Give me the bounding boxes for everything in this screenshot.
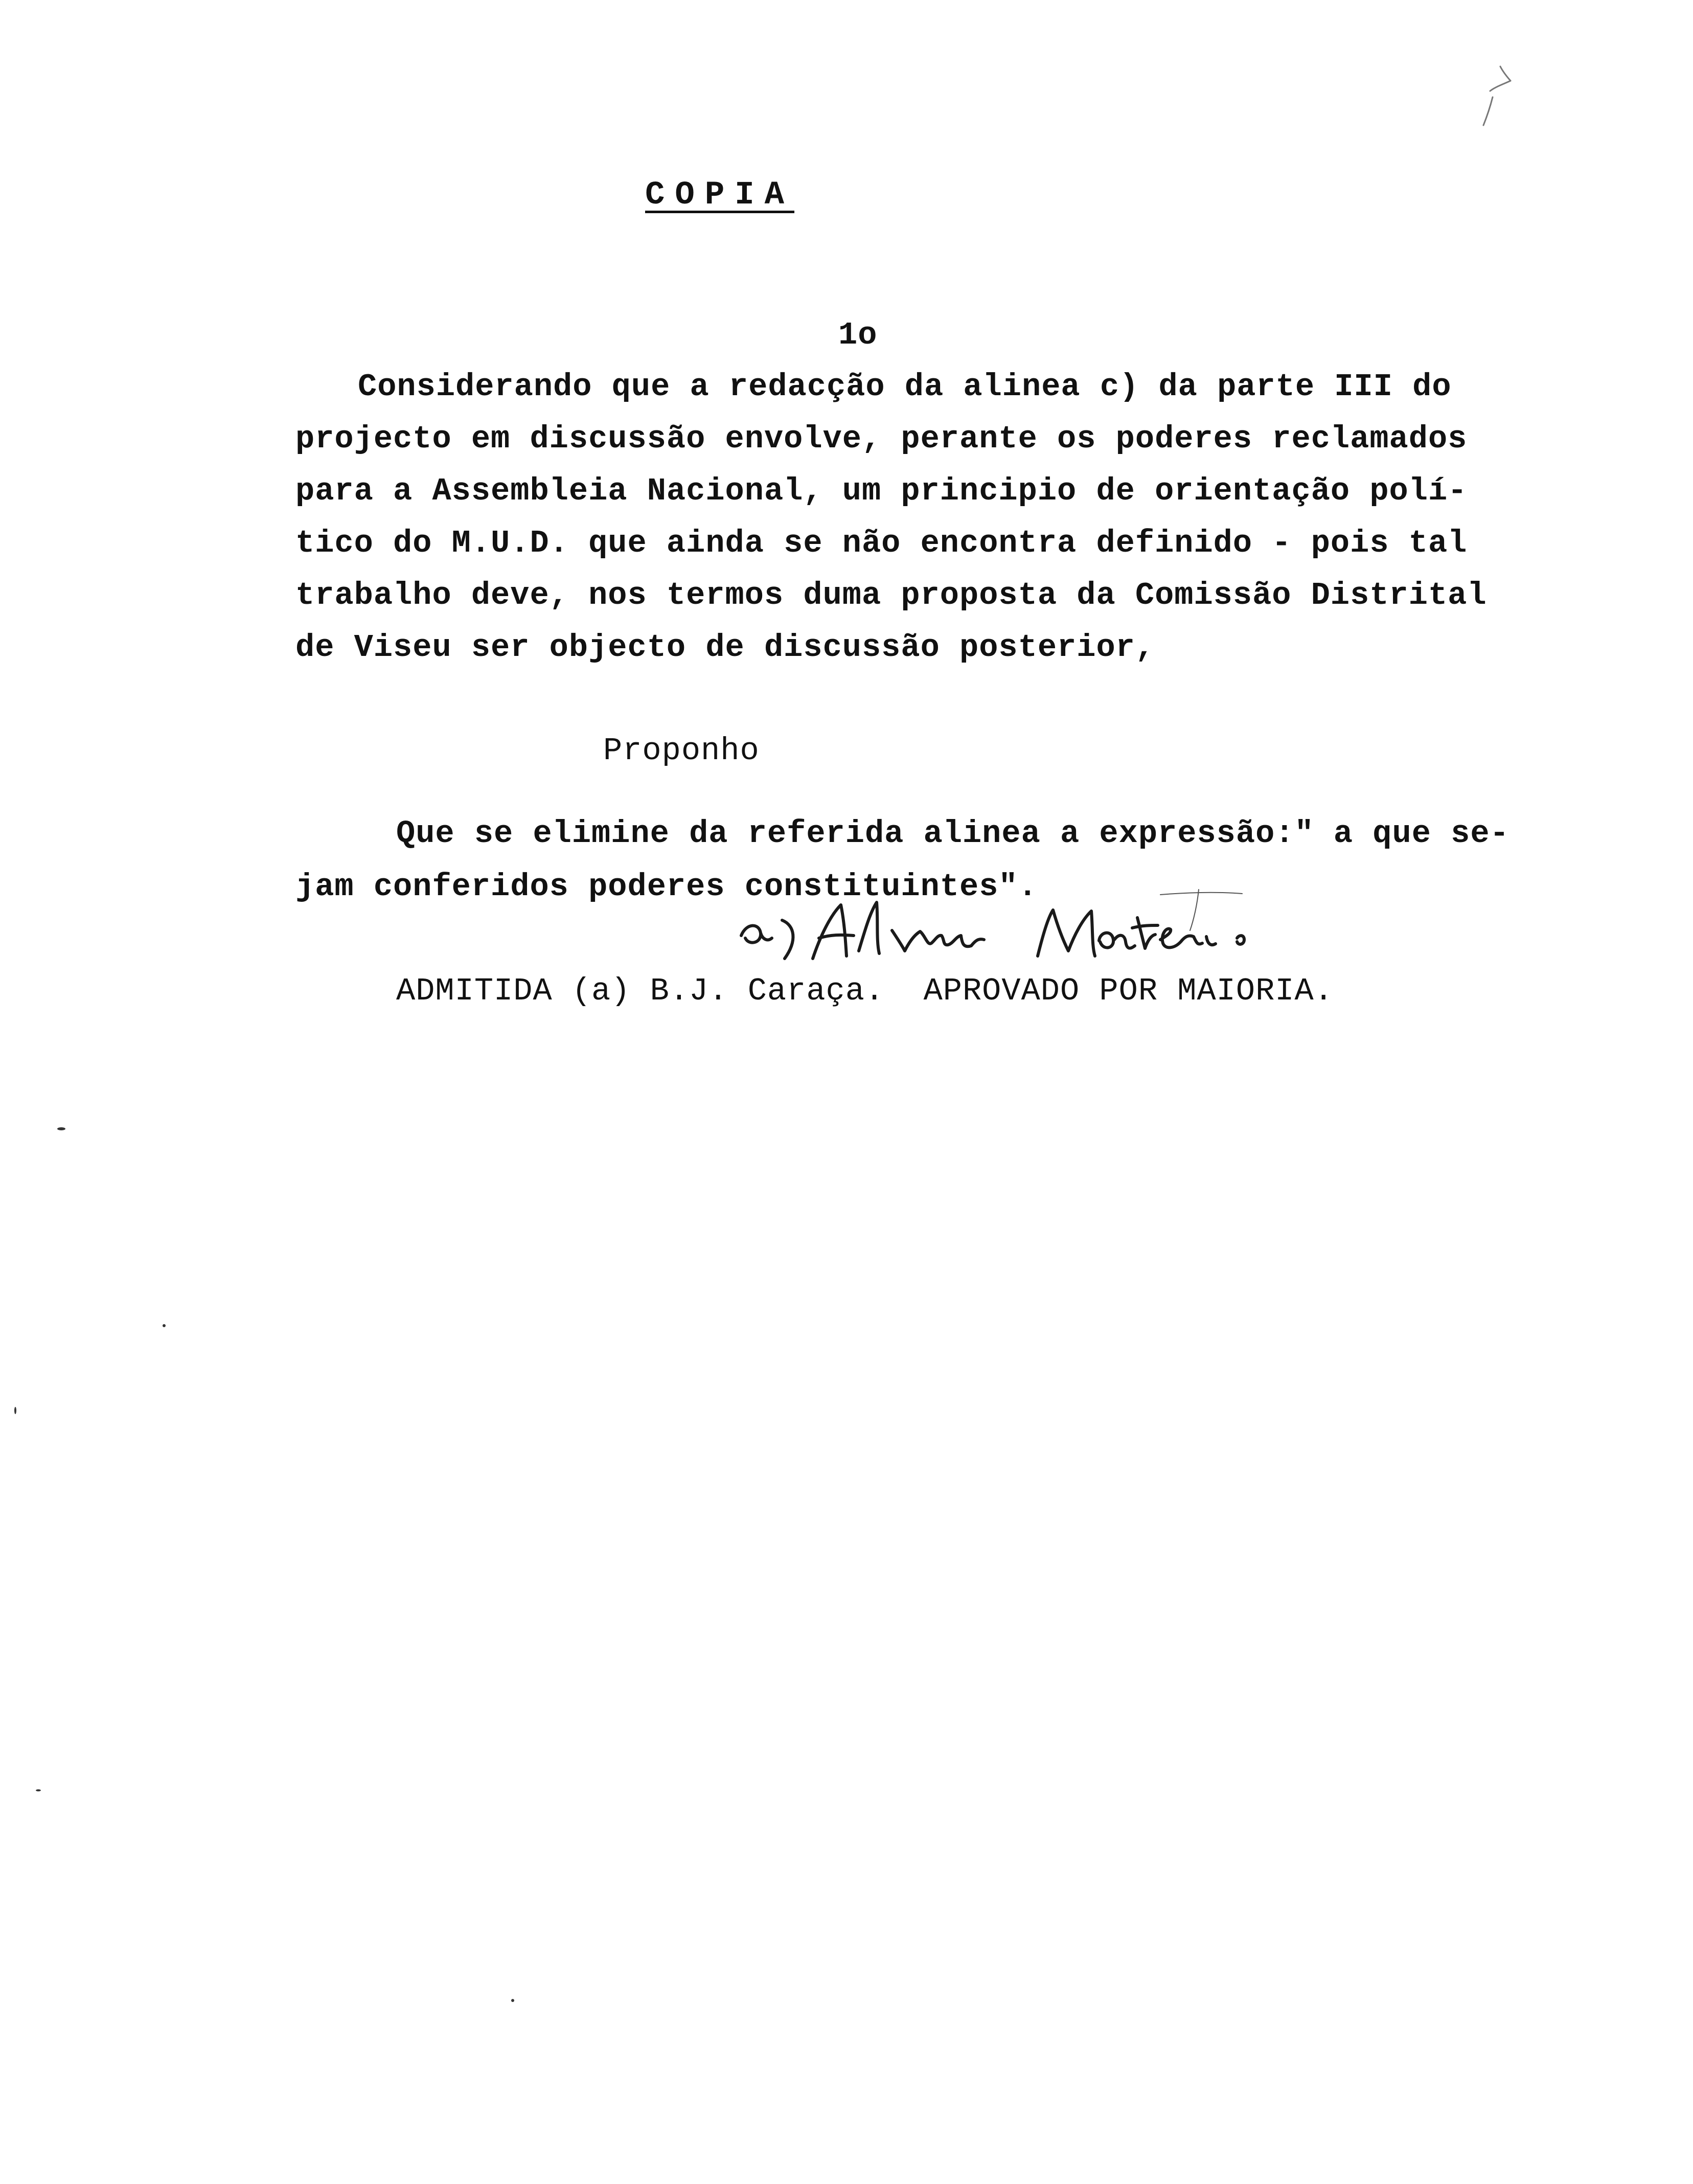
item-number: 1o: [838, 317, 878, 353]
proposal-line: Que se elimine da referida alinea a expressão:" a que se-: [396, 815, 1509, 852]
corner-pencil-mark: [1472, 61, 1518, 128]
considerando-line: trabalho deve, nos termos duma proposta da Comissão Distrital: [295, 577, 1487, 613]
considerando-line: Considerando que a redacção da alinea c) da parte III do: [358, 369, 1452, 405]
considerando-line: de Viseu ser objecto de discussão posterior,: [295, 629, 1155, 666]
paper-speck: [36, 1789, 41, 1791]
considerando-line: tico do M.U.D. que ainda se não encontra definido - pois tal: [295, 525, 1468, 561]
document-title: COPIA: [645, 177, 795, 214]
proposal-line: jam conferidos poderes constituintes".: [295, 869, 1038, 905]
considerando-line: projecto em discussão envolve, perante os poderes reclamados: [295, 421, 1468, 457]
paper-speck: [57, 1127, 65, 1130]
paper-speck: [511, 1999, 514, 2002]
handwritten-signature: [731, 874, 1283, 976]
approval-footer: ADMITIDA (a) B.J. Caraça. APROVADO POR MAIORIA.: [396, 973, 1334, 1009]
proponho-heading: Proponho: [603, 733, 760, 769]
paper-speck: [163, 1324, 166, 1327]
considerando-line: para a Assembleia Nacional, um principio de orientação polí-: [295, 473, 1468, 509]
paper-speck: [14, 1407, 16, 1414]
